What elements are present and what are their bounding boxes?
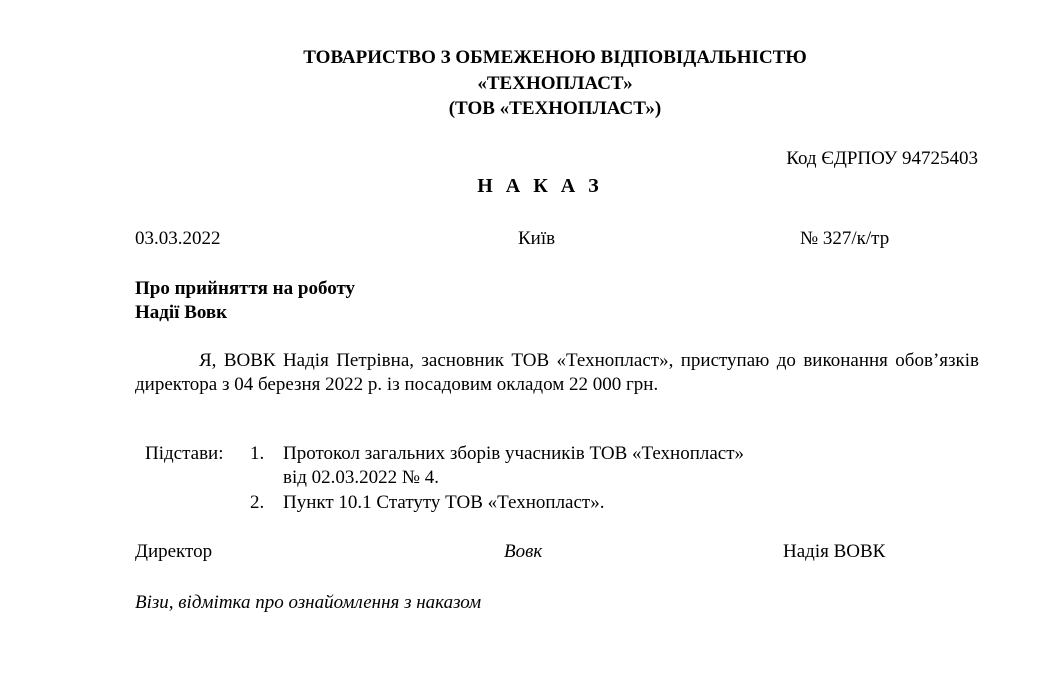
- basis-item-text: Пункт 10.1 Статуту ТОВ «Технопласт».: [283, 492, 605, 513]
- order-subject-line1: Про прийняття на роботу: [135, 278, 356, 299]
- org-name-line1: ТОВАРИСТВО З ОБМЕЖЕНОЮ ВІДПОВІДАЛЬНІСТЮ: [303, 47, 807, 68]
- basis-item-number: 1.: [250, 443, 265, 464]
- order-number: № 327/к/тр: [800, 228, 890, 249]
- order-body: [135, 349, 979, 397]
- signature-name: Надія ВОВК: [783, 541, 886, 562]
- edrpou-code: Код ЄДРПОУ 94725403: [786, 148, 978, 169]
- organization-header: [230, 45, 880, 122]
- basis-item-text: Протокол загальних зборів учасників ТОВ «Технопласт»: [283, 443, 745, 464]
- basis-item-number: 2.: [250, 492, 265, 513]
- order-subject-line2: Надії Вовк: [135, 302, 228, 323]
- basis-item-text-cont: від 02.03.2022 № 4.: [283, 467, 440, 488]
- order-date: 03.03.2022: [135, 228, 221, 249]
- order-title: Н А К А З: [477, 175, 603, 197]
- order-body-text: Я, ВОВК Надія Петрівна, засновник ТОВ «Технопласт», приступаю до виконання обов’язків директора з 04 березня 2022 р. із посадовим окладом 22 000 грн.: [135, 350, 979, 395]
- org-name-line2: «ТЕХНОПЛАСТ»: [477, 72, 633, 94]
- signature-position: Директор: [135, 541, 213, 562]
- basis-label: Підстави:: [145, 443, 224, 464]
- order-city: Київ: [518, 228, 556, 249]
- org-name-line3: (ТОВ «ТЕХНОПЛАСТ»): [448, 98, 662, 119]
- visas-note: Візи, відмітка про ознайомлення з наказом: [135, 592, 482, 613]
- signature-sign: Вовк: [504, 541, 543, 562]
